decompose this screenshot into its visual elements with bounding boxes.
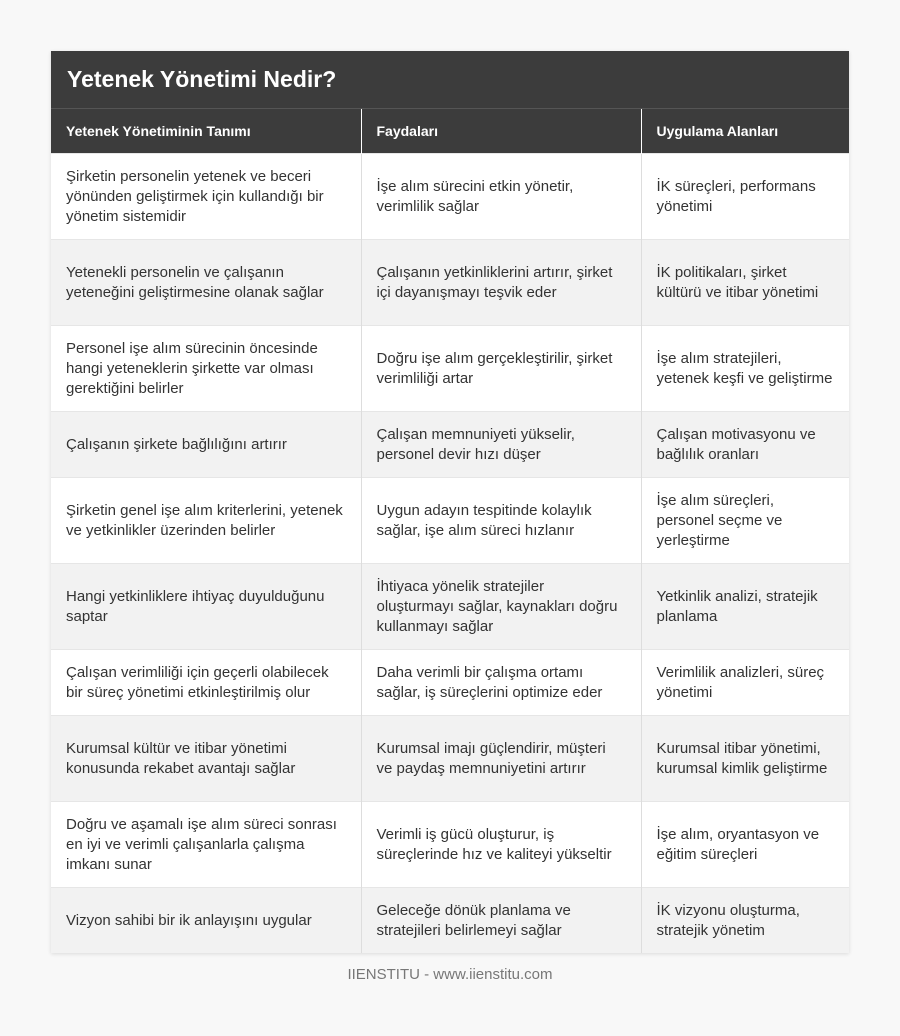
table-row [51, 650, 849, 716]
cell-definition: Şirketin genel işe alım kriterlerini, yetenek ve yetkinlikler üzerinden belirler [51, 478, 361, 564]
cell-application-areas: İşe alım, oryantasyon ve eğitim süreçleri [641, 802, 849, 888]
cell-benefits: Daha verimli bir çalışma ortamı sağlar, iş süreçlerini optimize eder [361, 650, 641, 716]
table-row [51, 154, 849, 240]
table-row [51, 478, 849, 564]
column-header-definition: Yetenek Yönetiminin Tanımı [51, 109, 361, 154]
footer-credit: IIENSTITU - www.iienstitu.com [347, 966, 553, 983]
cell-definition: Çalışan verimliliği için geçerli olabilecek bir süreç yönetimi etkinleştirilmiş olur [51, 650, 361, 716]
cell-application-areas: İK politikaları, şirket kültürü ve itibar yönetimi [641, 240, 849, 326]
cell-definition: Kurumsal kültür ve itibar yönetimi konusunda rekabet avantajı sağlar [51, 716, 361, 802]
cell-definition: Doğru ve aşamalı işe alım süreci sonrası en iyi ve verimli çalışanlarla çalışma imkanı sunar [51, 802, 361, 888]
cell-application-areas: İK süreçleri, performans yönetimi [641, 154, 849, 240]
table-row [51, 888, 849, 954]
cell-benefits: Kurumsal imajı güçlendirir, müşteri ve paydaş memnuniyetini artırır [361, 716, 641, 802]
table-row [51, 412, 849, 478]
cell-application-areas: Çalışan motivasyonu ve bağlılık oranları [641, 412, 849, 478]
cell-definition: Hangi yetkinliklere ihtiyaç duyulduğunu saptar [51, 564, 361, 650]
table-row [51, 240, 849, 326]
table-row [51, 326, 849, 412]
cell-application-areas: İşe alım süreçleri, personel seçme ve yerleştirme [641, 478, 849, 564]
cell-benefits: Çalışanın yetkinliklerini artırır, şirket içi dayanışmayı teşvik eder [361, 240, 641, 326]
cell-benefits: Verimli iş gücü oluşturur, iş süreçlerinde hız ve kaliteyi yükseltir [361, 802, 641, 888]
cell-benefits: Çalışan memnuniyeti yükselir, personel devir hızı düşer [361, 412, 641, 478]
table-row [51, 564, 849, 650]
cell-application-areas: Yetkinlik analizi, stratejik planlama [641, 564, 849, 650]
cell-application-areas: Kurumsal itibar yönetimi, kurumsal kimlik geliştirme [641, 716, 849, 802]
data-table [51, 109, 849, 953]
cell-definition: Vizyon sahibi bir ik anlayışını uygular [51, 888, 361, 954]
cell-application-areas: Verimlilik analizleri, süreç yönetimi [641, 650, 849, 716]
table-card [51, 51, 849, 953]
cell-benefits: İşe alım sürecini etkin yönetir, verimlilik sağlar [361, 154, 641, 240]
cell-definition: Çalışanın şirkete bağlılığını artırır [51, 412, 361, 478]
cell-application-areas: İşe alım stratejileri, yetenek keşfi ve geliştirme [641, 326, 849, 412]
cell-definition: Yetenekli personelin ve çalışanın yeteneğini geliştirmesine olanak sağlar [51, 240, 361, 326]
table-row [51, 716, 849, 802]
table-title: Yetenek Yönetimi Nedir? [51, 51, 849, 109]
cell-application-areas: İK vizyonu oluşturma, stratejik yönetim [641, 888, 849, 954]
cell-benefits: Doğru işe alım gerçekleştirilir, şirket verimliliği artar [361, 326, 641, 412]
column-header-benefits: Faydaları [361, 109, 641, 154]
cell-definition: Şirketin personelin yetenek ve beceri yönünden geliştirmek için kullandığı bir yönetim sistemidir [51, 154, 361, 240]
cell-benefits: Uygun adayın tespitinde kolaylık sağlar, işe alım süreci hızlanır [361, 478, 641, 564]
header-row [51, 109, 849, 154]
column-header-application-areas: Uygulama Alanları [641, 109, 849, 154]
table-row [51, 802, 849, 888]
cell-definition: Personel işe alım sürecinin öncesinde hangi yeteneklerin şirkette var olması gerektiğini belirler [51, 326, 361, 412]
cell-benefits: İhtiyaca yönelik stratejiler oluşturmayı sağlar, kaynakları doğru kullanmayı sağlar [361, 564, 641, 650]
cell-benefits: Geleceğe dönük planlama ve stratejileri belirlemeyi sağlar [361, 888, 641, 954]
